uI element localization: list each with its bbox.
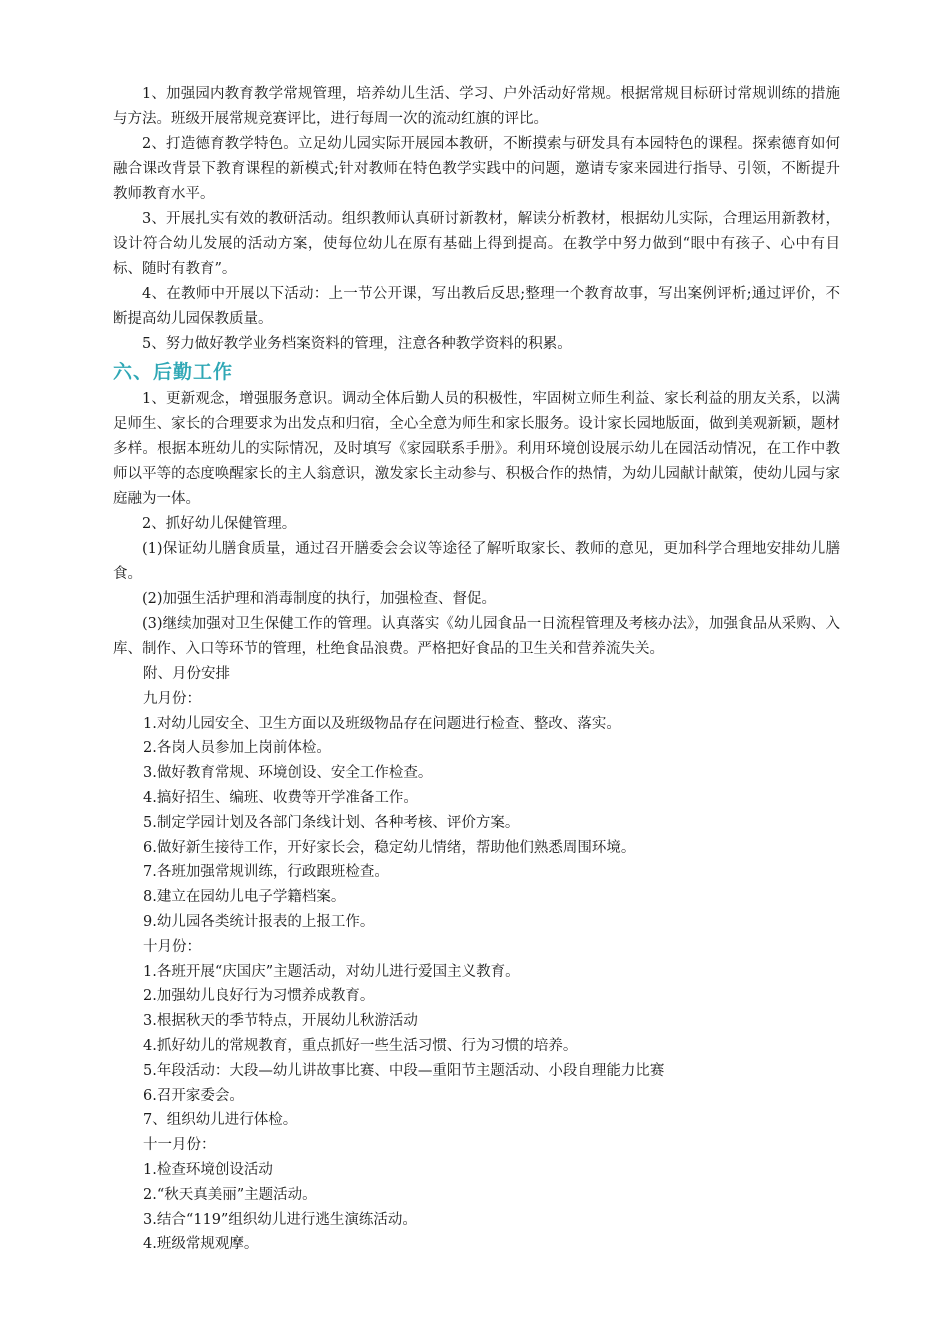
list-item: 2.各岗人员参加上岗前体检。 (143, 740, 331, 757)
paragraph: 1、加强园内教育教学常规管理，培养幼儿生活、学习、户外活动好常规。根据常规目标研讨常规训练的措施与方法。班级开展常规竞赛评比，进行每周一次的流动红旗的评比。 (113, 86, 840, 127)
list-item: 5.年段活动：大段—幼儿讲故事比赛、中段—重阳节主题活动、小段自理能力比赛 (143, 1062, 665, 1079)
paragraph: (1)保证幼儿膳食质量，通过召开膳委会会议等途径了解听取家长、教师的意见，更加科学合理地安排幼儿膳食。 (113, 541, 840, 582)
monthly-schedule (113, 662, 840, 1257)
list-item: 4.抓好幼儿的常规教育，重点抓好一些生活习惯、行为习惯的培养。 (143, 1037, 578, 1054)
list-item: 7.各班加强常规训练，行政跟班检查。 (143, 864, 389, 881)
list-item: 6.做好新生接待工作，开好家长会，稳定幼儿情绪，帮助他们熟悉周围环境。 (143, 839, 636, 856)
list-item: 1.检查环境创设活动 (143, 1161, 273, 1178)
section6-body (113, 387, 840, 662)
month-label: 十一月份： (143, 1137, 216, 1154)
list-item: 7、组织幼儿进行体检。 (143, 1112, 298, 1129)
paragraph: 2、打造德育教学特色。立足幼儿园实际开展园本教研，不断摸索与研发具有本园特色的课程。探索德育如何融合课改背景下教育课程的新模式;针对教师在特色教学实践中的问题，邀请专家来园进行指导、引领，不断提升教师教育水平。 (113, 136, 840, 202)
list-item: 1.各班开展“庆国庆”主题活动，对幼儿进行爱国主义教育。 (143, 963, 520, 980)
list-item: 3.根据秋天的季节特点，开展幼儿秋游活动 (143, 1013, 418, 1030)
section-heading: 六、后勤工作 (113, 361, 234, 383)
paragraph: 3、开展扎实有效的教研活动。组织教师认真研讨新教材，解读分析教材，根据幼儿实际，合理运用新教材，设计符合幼儿发展的活动方案，使每位幼儿在原有基础上得到提高。在教学中努力做到“眼中有孩子、心中有目标、随时有教育”。 (113, 211, 840, 277)
paragraph: (2)加强生活护理和消毒制度的执行，加强检查、督促。 (142, 591, 497, 607)
appendix-title: 附、月份安排 (143, 666, 230, 682)
paragraph: 1、更新观念，增强服务意识。调动全体后勤人员的积极性，牢固树立师生利益、家长利益的朋友关系，以满足师生、家长的合理要求为出发点和归宿，全心全意为师生和家长服务。设计家长园地版面，做到美观新颖，题材多样。根据本班幼儿的实际情况，及时填写《家园联系手册》。利用环境创设展示幼儿在园活动情况，在工作中教师以平等的态度唤醒家长的主人翁意识，激发家长主动参与、积极合作的热情，为幼儿园献计献策，使幼儿园与家庭融为一体。 (113, 391, 840, 507)
month-label: 九月份： (143, 690, 201, 707)
list-item: 6.召开家委会。 (143, 1087, 244, 1104)
paragraph: 4、在教师中开展以下活动：上一节公开课，写出教后反思;整理一个教育故事，写出案例评析;通过评价，不断提高幼儿园保教质量。 (113, 286, 840, 327)
paragraph: 5、努力做好教学业务档案资料的管理，注意各种教学资料的积累。 (142, 336, 572, 352)
month-label: 十月份： (143, 938, 201, 955)
list-item: 8.建立在园幼儿电子学籍档案。 (143, 889, 346, 906)
list-item: 2.“秋天真美丽”主题活动。 (143, 1186, 317, 1203)
paragraph: (3)继续加强对卫生保健工作的管理。认真落实《幼儿园食品一日流程管理及考核办法》，加强食品从采购、入库、制作、入口等环节的管理，杜绝食品浪费。严格把好食品的卫生关和营养流失关。 (113, 616, 840, 657)
list-item: 3.结合“119”组织幼儿进行逃生演练活动。 (143, 1211, 417, 1228)
list-item: 1.对幼儿园安全、卫生方面以及班级物品存在问题进行检查、整改、落实。 (143, 715, 621, 732)
list-item: 9.幼儿园各类统计报表的上报工作。 (143, 913, 375, 930)
list-item: 4.班级常规观摩。 (143, 1236, 259, 1253)
list-item: 3.做好教育常规、环境创设、安全工作检查。 (143, 765, 433, 782)
paragraph: 2、抓好幼儿保健管理。 (142, 516, 297, 532)
list-item: 5.制定学园计划及各部门条线计划、各种考核、评价方案。 (143, 814, 520, 831)
list-item: 2.加强幼儿良好行为习惯养成教育。 (143, 988, 375, 1005)
list-item: 4.搞好招生、编班、收费等开学准备工作。 (143, 789, 418, 806)
section5-body (113, 82, 840, 357)
